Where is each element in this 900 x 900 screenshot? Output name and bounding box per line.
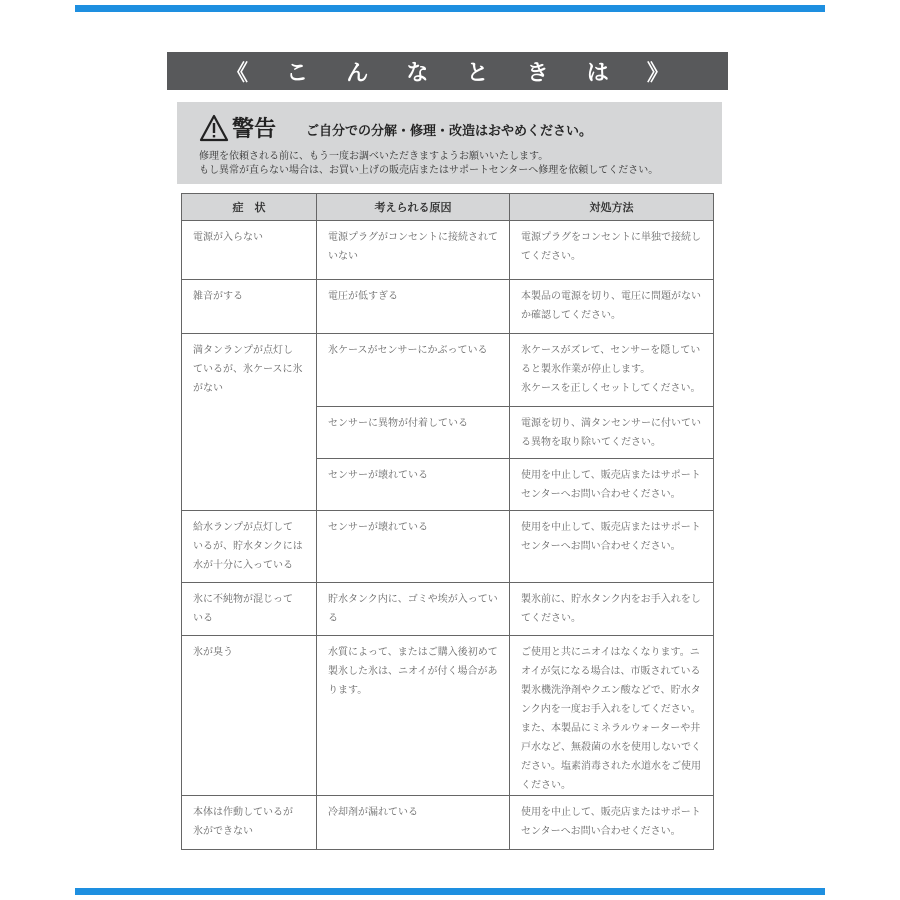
troubleshooting-table: [181, 193, 714, 850]
symptom-cell: 給水ランプが点灯して いるが、貯水タンクには 水が十分に入っている: [182, 511, 317, 583]
warning-box: [177, 102, 722, 184]
title-char: 》: [646, 60, 669, 86]
table-header-row: [182, 194, 714, 221]
header-remedy: 対処方法: [510, 194, 714, 221]
remedy-cell: 本製品の電源を切り、電圧に問題がない か確認してください。: [510, 280, 714, 334]
top-accent-bar: [75, 5, 825, 12]
table-row: [182, 796, 714, 850]
title-char: き: [526, 60, 549, 86]
bottom-accent-bar: [75, 888, 825, 895]
remedy-cell: 氷ケースがズレて、センサーを隠してい ると製氷作業が停止します。 氷ケースを正しくセットしてください。: [510, 334, 714, 407]
table-row: [182, 636, 714, 796]
cause-cell: 電源プラグがコンセントに接続されて いない: [317, 221, 510, 280]
cause-cell: 冷却剤が漏れている: [317, 796, 510, 850]
page-title: [167, 52, 728, 90]
title-char: 《: [226, 60, 249, 86]
symptom-cell: 雑音がする: [182, 280, 317, 334]
warning-line: 修理を依頼される前に、もう一度お調べいただきますようお願いいたします。: [199, 151, 549, 162]
title-char: ん: [346, 60, 369, 86]
table-row: [182, 334, 714, 407]
cause-cell: 氷ケースがセンサーにかぶっている: [317, 334, 510, 407]
remedy-cell: 電源プラグをコンセントに単独で接続し てください。: [510, 221, 714, 280]
title-char: こ: [286, 60, 309, 86]
title-char: な: [406, 60, 429, 86]
warning-subtitle: ご自分での分解・修理・改造はおやめください。: [306, 124, 593, 139]
title-char: は: [586, 60, 609, 86]
symptom-cell: 氷が臭う: [182, 636, 317, 796]
remedy-cell: 製氷前に、貯水タンク内をお手入れをし てください。: [510, 583, 714, 636]
symptom-cell: 氷に不純物が混じって いる: [182, 583, 317, 636]
remedy-cell: 使用を中止して、販売店またはサポート センターへお問い合わせください。: [510, 796, 714, 850]
warning-line: もし異常が直らない場合は、お買い上げの販売店またはサポートセンターへ修理を依頼してください。: [199, 165, 659, 176]
title-char: と: [466, 60, 489, 86]
remedy-cell: ご使用と共にニオイはなくなります。ニ オイが気になる場合は、市販されている 製氷機洗浄剤やクエン酸などで、貯水タ ンク内を一度お手入れをしてください。 また、本製品にミネラルウォーターや井 戸水など、無殺菌の水を使用しないでく ださい。塩素消毒された水道水をご使用 ください。: [510, 636, 714, 796]
cause-cell: 水質によって、またはご購入後初めて 製氷した氷は、ニオイが付く場合があ ります。: [317, 636, 510, 796]
remedy-cell: 使用を中止して、販売店またはサポート センターへお問い合わせください。: [510, 511, 714, 583]
warning-icon: [199, 114, 229, 142]
warning-label: 警告: [232, 117, 277, 142]
cause-cell: 電圧が低すぎる: [317, 280, 510, 334]
symptom-cell: 電源が入らない: [182, 221, 317, 280]
header-cause: 考えられる原因: [317, 194, 510, 221]
table-row: [182, 221, 714, 280]
cause-cell: センサーに異物が付着している: [317, 407, 510, 459]
table-row: [182, 583, 714, 636]
cause-cell: センサーが壊れている: [317, 459, 510, 511]
table-row: [182, 511, 714, 583]
table-row: [182, 280, 714, 334]
remedy-cell: 使用を中止して、販売店またはサポート センターへお問い合わせください。: [510, 459, 714, 511]
cause-cell: センサーが壊れている: [317, 511, 510, 583]
header-symptom: 症 状: [182, 194, 317, 221]
symptom-cell: 満タンランプが点灯し ているが、氷ケースに氷 がない: [182, 334, 317, 511]
symptom-cell: 本体は作動しているが 氷ができない: [182, 796, 317, 850]
remedy-cell: 電源を切り、満タンセンサーに付いてい る異物を取り除いてください。: [510, 407, 714, 459]
cause-cell: 貯水タンク内に、ゴミや埃が入ってい る: [317, 583, 510, 636]
